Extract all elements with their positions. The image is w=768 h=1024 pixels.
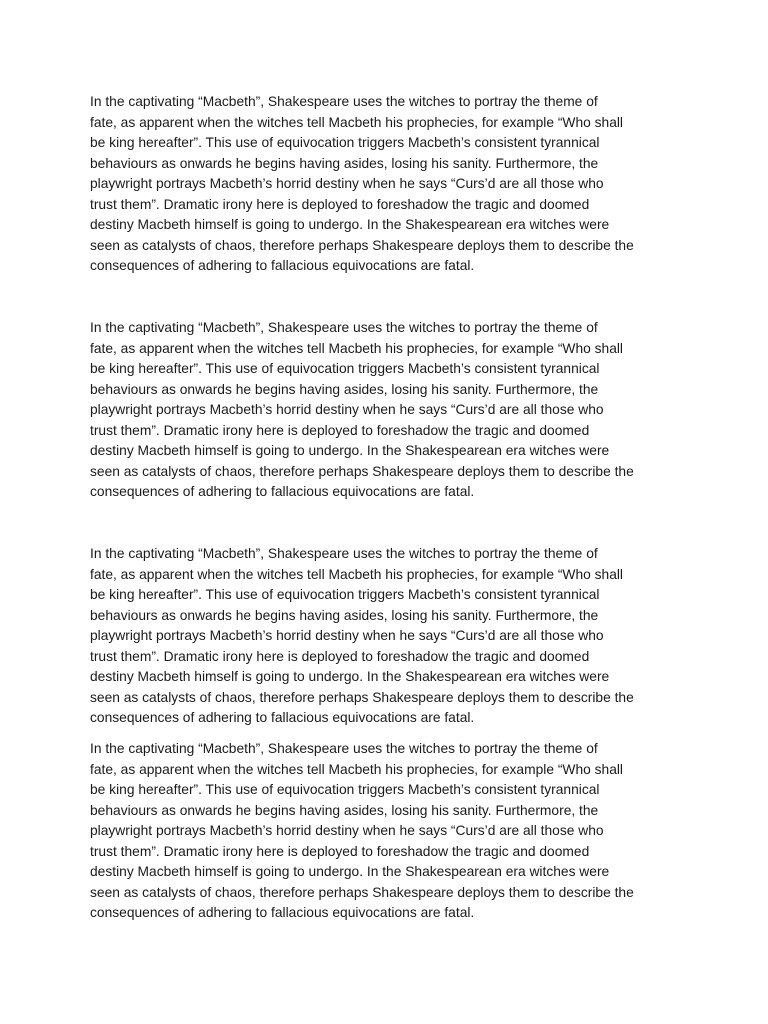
paragraph-line: seen as catalysts of chaos, therefore perhaps Shakespeare deploys them to describe the xyxy=(90,237,634,253)
paragraph-line: trust them”. Dramatic irony here is deployed to foreshadow the tragic and doomed xyxy=(90,422,590,438)
paragraph-line: behaviours as onwards he begins having asides, losing his sanity. Furthermore, the xyxy=(90,607,599,623)
paragraph-line: consequences of adhering to fallacious equivocations are fatal. xyxy=(90,484,475,499)
paragraph-line: destiny Macbeth himself is going to undergo. In the Shakespearean era witches were xyxy=(90,669,610,684)
paragraph-line: fate, as apparent when the witches tell Macbeth his prophecies, for example “Who shall xyxy=(90,114,623,130)
paragraph-line: playwright portrays Macbeth’s horrid destiny when he says “Curs’d are all those who xyxy=(90,402,604,417)
paragraph-line: be king hereafter”. This use of equivocation triggers Macbeth’s consistent tyrannical xyxy=(90,782,600,797)
paragraph-line: playwright portrays Macbeth’s horrid destiny when he says “Curs’d are all those who xyxy=(90,823,604,838)
paragraph-line: In the captivating “Macbeth”, Shakespeare uses the witches to portray the theme of xyxy=(90,546,598,561)
paragraph-line: In the captivating “Macbeth”, Shakespeare uses the witches to portray the theme of xyxy=(90,320,598,335)
paragraph-line: behaviours as onwards he begins having asides, losing his sanity. Furthermore, the xyxy=(90,155,599,171)
paragraph-line: fate, as apparent when the witches tell Macbeth his prophecies, for example “Who shall xyxy=(90,761,623,777)
paragraph-line: playwright portrays Macbeth’s horrid destiny when he says “Curs’d are all those who xyxy=(90,176,604,191)
paragraph-line: trust them”. Dramatic irony here is deployed to foreshadow the tragic and doomed xyxy=(90,648,590,664)
paragraph-line: seen as catalysts of chaos, therefore perhaps Shakespeare deploys them to describe the xyxy=(90,884,634,900)
paragraph-line: trust them”. Dramatic irony here is deployed to foreshadow the tragic and doomed xyxy=(90,196,590,212)
paragraph-line: be king hereafter”. This use of equivocation triggers Macbeth’s consistent tyrannical xyxy=(90,587,600,602)
paragraph-line: destiny Macbeth himself is going to undergo. In the Shakespearean era witches were xyxy=(90,443,610,458)
paragraph-line: behaviours as onwards he begins having asides, losing his sanity. Furthermore, the xyxy=(90,381,599,397)
paragraph-1 xyxy=(90,92,690,277)
paragraph-line: be king hereafter”. This use of equivocation triggers Macbeth’s consistent tyrannical xyxy=(90,361,600,376)
paragraph-line: In the captivating “Macbeth”, Shakespeare uses the witches to portray the theme of xyxy=(90,94,598,109)
paragraph-line: In the captivating “Macbeth”, Shakespeare uses the witches to portray the theme of xyxy=(90,741,598,756)
paragraph-line: trust them”. Dramatic irony here is deployed to foreshadow the tragic and doomed xyxy=(90,843,590,859)
paragraph-line: fate, as apparent when the witches tell Macbeth his prophecies, for example “Who shall xyxy=(90,566,623,582)
paragraph-line: consequences of adhering to fallacious equivocations are fatal. xyxy=(90,710,475,725)
paragraph-3 xyxy=(90,544,690,729)
paragraph-line: behaviours as onwards he begins having asides, losing his sanity. Furthermore, the xyxy=(90,802,599,818)
paragraph-line: consequences of adhering to fallacious equivocations are fatal. xyxy=(90,258,475,273)
paragraph-line: destiny Macbeth himself is going to undergo. In the Shakespearean era witches were xyxy=(90,217,610,232)
paragraph-2 xyxy=(90,318,690,503)
paragraph-line: be king hereafter”. This use of equivocation triggers Macbeth’s consistent tyrannical xyxy=(90,135,600,150)
paragraph-line: fate, as apparent when the witches tell Macbeth his prophecies, for example “Who shall xyxy=(90,340,623,356)
paragraph-line: seen as catalysts of chaos, therefore perhaps Shakespeare deploys them to describe the xyxy=(90,463,634,479)
paragraph-line: playwright portrays Macbeth’s horrid destiny when he says “Curs’d are all those who xyxy=(90,628,604,643)
paragraph-4 xyxy=(90,739,690,924)
paragraph-line: consequences of adhering to fallacious equivocations are fatal. xyxy=(90,905,475,920)
paragraph-line: destiny Macbeth himself is going to undergo. In the Shakespearean era witches were xyxy=(90,864,610,879)
paragraph-line: seen as catalysts of chaos, therefore perhaps Shakespeare deploys them to describe the xyxy=(90,689,634,705)
